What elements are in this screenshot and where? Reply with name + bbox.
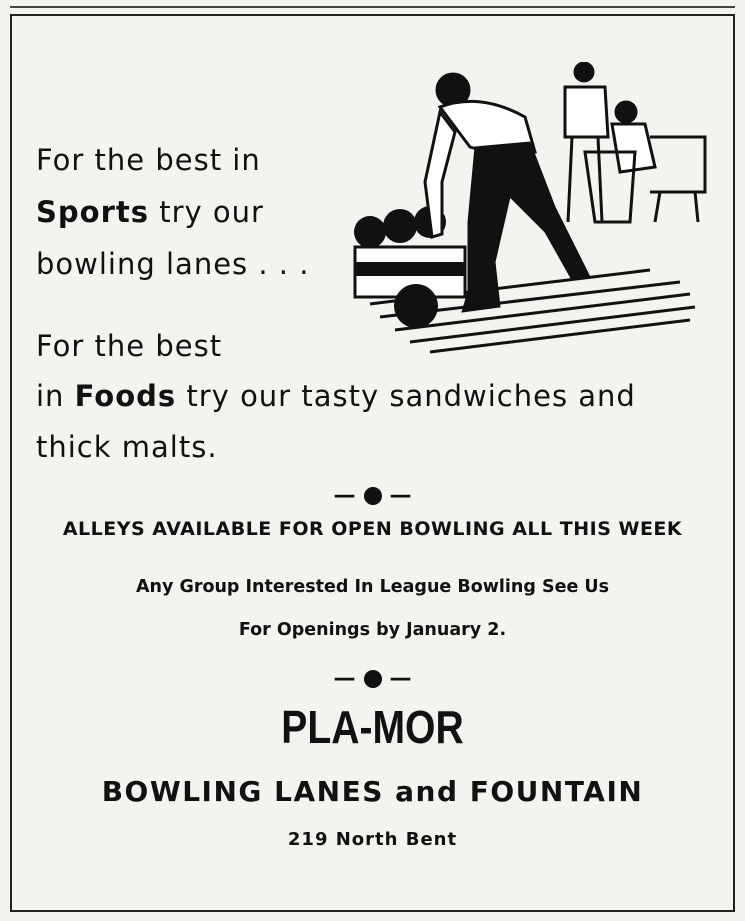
league-notice: Any Group Interested In League Bowling See Us bbox=[135, 577, 610, 597]
intro-line-2-rest: try our bbox=[149, 195, 264, 229]
separator-2: — — bbox=[333, 666, 412, 691]
address: 219 North Bent bbox=[287, 829, 458, 850]
foods-line-3: thick malts. bbox=[36, 430, 218, 464]
foods-line-2 bbox=[36, 379, 636, 413]
openings-notice: For Openings by January 2. bbox=[238, 620, 507, 640]
foods-line-2-pre: in bbox=[36, 379, 75, 413]
sports-word: Sports bbox=[36, 195, 149, 229]
separator-1: — — bbox=[333, 483, 412, 508]
foods-word: Foods bbox=[74, 379, 177, 413]
foods-line-1: For the best bbox=[36, 329, 223, 363]
foods-line-2-rest: try our tasty sandwiches and bbox=[176, 379, 636, 413]
top-rule bbox=[10, 6, 735, 8]
brand-name: PLA-MOR bbox=[281, 701, 464, 753]
alleys-notice: ALLEYS AVAILABLE FOR OPEN BOWLING ALL THIS WEEK bbox=[62, 518, 683, 540]
bowler-illustration bbox=[350, 62, 710, 362]
business-name: BOWLING LANES and FOUNTAIN bbox=[101, 775, 644, 808]
intro-line-2 bbox=[36, 195, 264, 229]
intro-line-1: For the best in bbox=[36, 143, 261, 177]
intro-line-3: bowling lanes . . . bbox=[36, 247, 310, 281]
